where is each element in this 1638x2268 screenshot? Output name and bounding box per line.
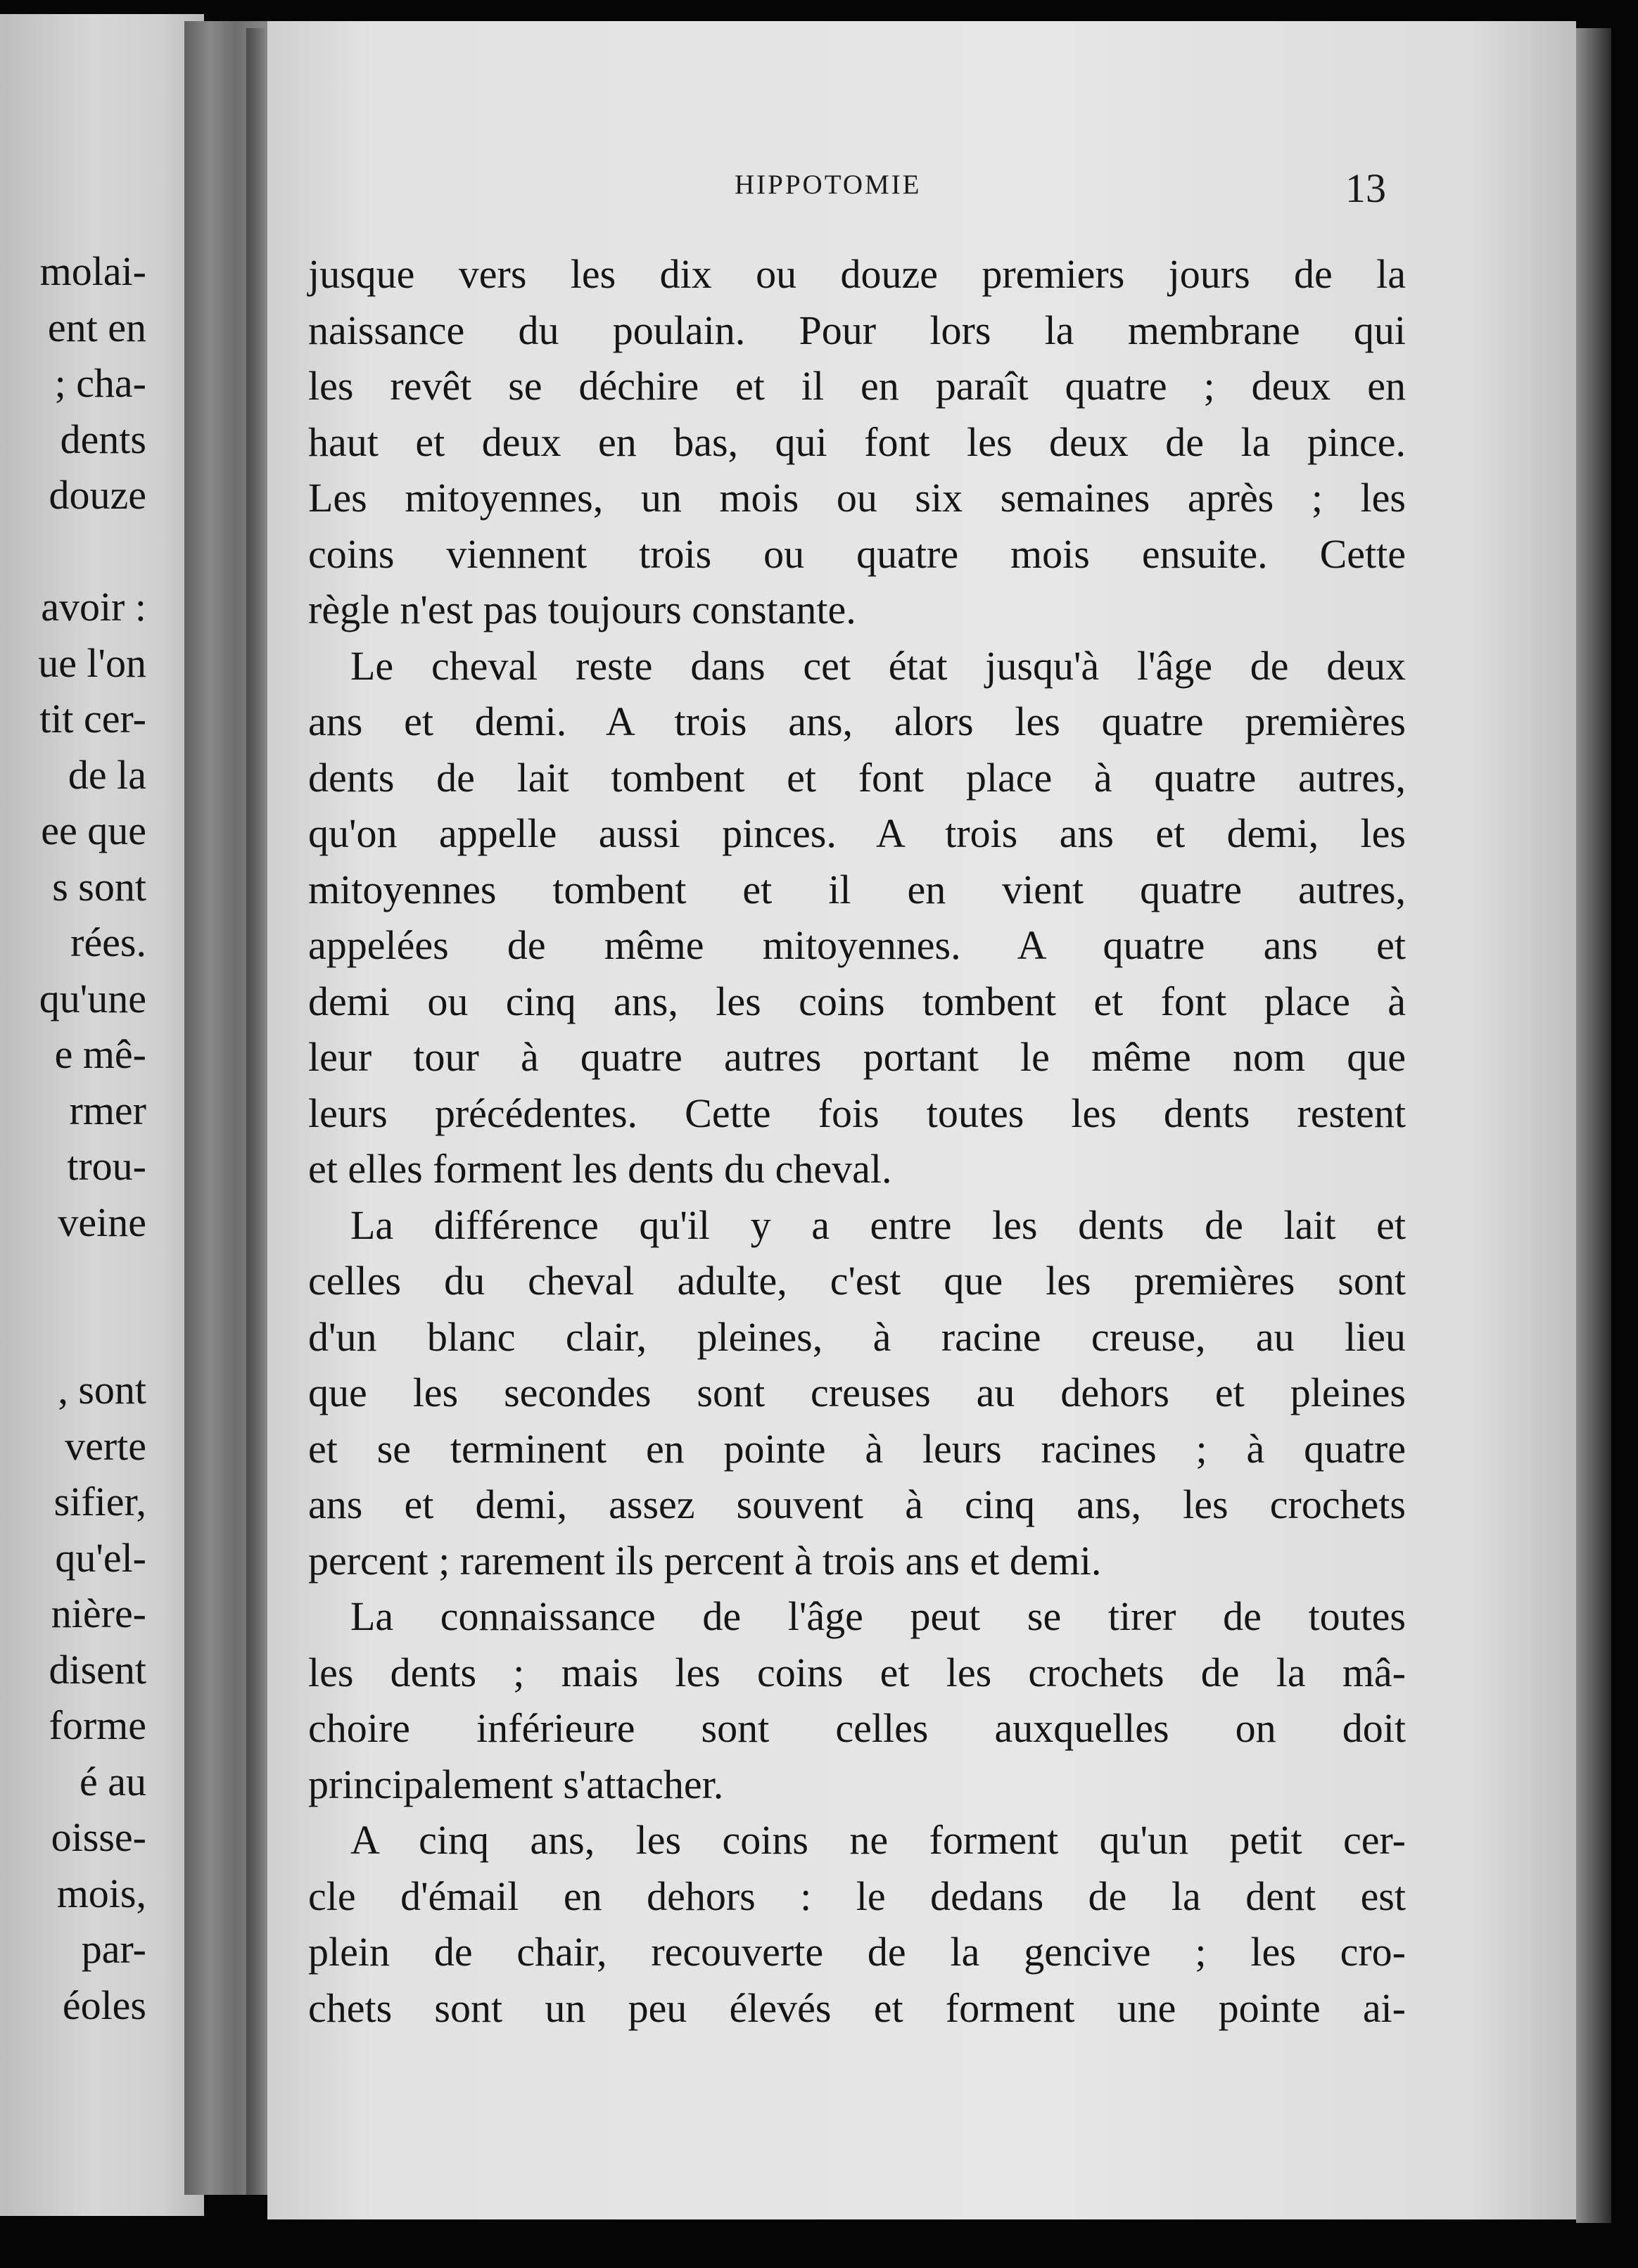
left-page-line (0, 1250, 146, 1306)
text-line: ans et demi, assez souvent à cinq ans, les crochets (308, 1482, 1406, 1527)
left-page-line: qu'une (39, 975, 146, 1021)
text-line: leurs précédentes. Cette fois toutes les dents restent (308, 1090, 1406, 1136)
running-head: HIPPOTOMIE (735, 170, 922, 200)
text-line: celles du cheval adulte, c'est que les premières sont (308, 1258, 1406, 1304)
text-line: ans et demi. A trois ans, alors les quatre premières (308, 699, 1406, 744)
left-page-line: ; cha- (54, 360, 146, 406)
text-line: A cinq ans, les coins ne forment qu'un petit cer- (350, 1817, 1406, 1863)
text-line: jusque vers les dix ou douze premiers jours de la (308, 251, 1406, 297)
left-page-text (0, 243, 146, 2033)
left-page-line: ee que (41, 808, 146, 853)
text-line: chets sont un peu élevés et forment une pointe ai- (308, 1984, 1406, 2031)
text-line: les dents ; mais les coins et les crochets de la mâ- (308, 1649, 1406, 1695)
text-line: haut et deux en bas, qui font les deux de la pince. (308, 419, 1406, 465)
left-page-line: par- (81, 1926, 146, 1972)
left-page-line: , sont (58, 1367, 146, 1413)
left-page-line: dents (60, 416, 146, 462)
left-page-fragment (0, 14, 204, 2216)
left-page-line: avoir : (41, 584, 146, 630)
left-page-line: qu'el- (55, 1534, 146, 1581)
text-line: principalement s'attacher. (308, 1761, 724, 1807)
text-line: leur tour à quatre autres portant le même nom que (308, 1034, 1406, 1080)
left-page-line: nière- (51, 1591, 146, 1636)
text-line: coins viennent trois ou quatre mois ensuite. Cette (308, 530, 1406, 577)
text-line: règle n'est pas toujours constante. (308, 587, 856, 632)
text-line: cle d'émail en dehors : le dedans de la dent est (308, 1873, 1406, 1919)
text-line: La différence qu'il y a entre les dents de lait et (350, 1202, 1406, 1248)
text-line: dents de lait tombent et font place à quatre autres, (308, 754, 1406, 801)
gutter-shadow (246, 28, 267, 2195)
left-page-line: disent (49, 1646, 146, 1693)
left-page-line: ue l'on (38, 639, 146, 686)
left-page-line (0, 523, 146, 580)
text-line: plein de chair, recouverte de la gencive ; les cro- (308, 1929, 1406, 1975)
text-line: d'un blanc clair, pleines, à racine creuse, au lieu (308, 1313, 1406, 1360)
text-line: Le cheval reste dans cet état jusqu'à l'âge de deux (350, 642, 1406, 689)
left-page-line: mois, (56, 1870, 146, 1916)
left-page-line: de la (68, 751, 146, 798)
text-line: et se terminent en pointe à leurs racines ; à quatre (308, 1425, 1406, 1472)
text-line: que les secondes sont creuses au dehors et pleines (308, 1370, 1406, 1415)
page-edge (1576, 28, 1611, 2223)
left-page-line: tit cer- (39, 696, 146, 741)
text-line: mitoyennes tombent et il en vient quatre autres, (308, 866, 1406, 912)
left-page-line: forme (49, 1702, 146, 1748)
page-number: 13 (1345, 165, 1386, 211)
left-page-line: molai- (39, 248, 146, 294)
left-page-line: s sont (52, 863, 146, 910)
text-line: et elles forment les dents du cheval. (308, 1146, 892, 1192)
left-page-line: oisse- (51, 1814, 146, 1860)
text-line: Les mitoyennes, un mois ou six semaines après ; les (308, 475, 1406, 521)
text-line: naissance du poulain. Pour lors la membrane qui (308, 307, 1406, 353)
left-page-line: éoles (62, 1982, 146, 2028)
text-line: La connaissance de l'âge peut se tirer de toutes (350, 1593, 1406, 1639)
text-line: appelées de même mitoyennes. A quatre ans et (308, 922, 1406, 968)
left-page-line: veine (58, 1199, 146, 1245)
text-line: percent ; rarement ils percent à trois ans et demi. (308, 1537, 1102, 1584)
left-page-line: rées. (70, 919, 146, 965)
text-line: qu'on appelle aussi pinces. A trois ans et demi, les (308, 810, 1406, 856)
left-page-line: é au (80, 1758, 146, 1804)
text-line: demi ou cinq ans, les coins tombent et font place à (308, 978, 1406, 1024)
left-page-line: verte (65, 1422, 146, 1469)
left-page-line (0, 1306, 146, 1363)
left-page-line: sifier, (53, 1479, 146, 1524)
left-page-line: rmer (69, 1087, 146, 1133)
text-line: les revêt se déchire et il en paraît quatre ; deux en (308, 363, 1406, 409)
text-line: choire inférieure sont celles auxquelles on doit (308, 1705, 1406, 1751)
body-text (308, 246, 1406, 2036)
left-page-line: douze (49, 472, 146, 518)
left-page-line: e mê- (54, 1031, 146, 1077)
left-page-line: ent en (47, 304, 146, 350)
left-page-line: trou- (67, 1143, 146, 1189)
